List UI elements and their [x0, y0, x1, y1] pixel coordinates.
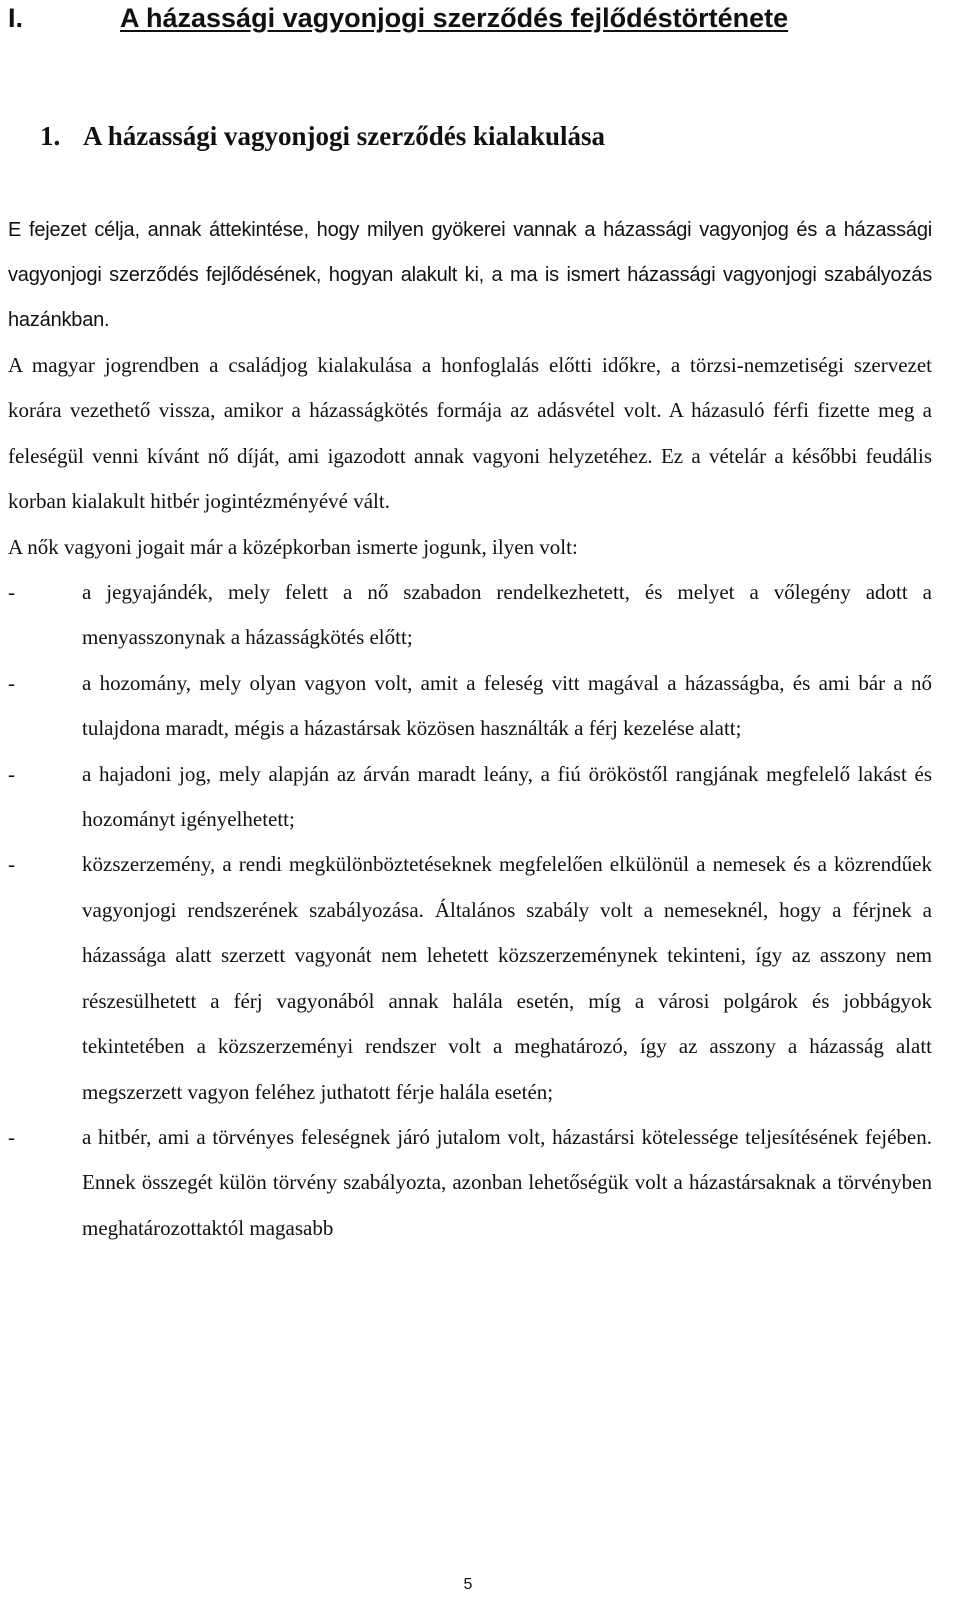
- list-dash: -: [8, 761, 15, 786]
- section-title: A házassági vagyonjogi szerződés kialakulása: [83, 121, 606, 151]
- list-item-text: a jegyajándék, mely felett a nő szabadon rendelkezhetett, és melyet a vőlegény adott a menyasszonynak a házasságkötés előtt;: [82, 580, 932, 650]
- list-intro: A nők vagyoni jogait már a középkorban ismerte jogunk, ilyen volt:: [8, 534, 578, 559]
- list-item-text: a hitbér, ami a törvényes feleségnek járó jutalom volt, házastársi kötelessége teljesítésének fejében. Ennek összegét külön törvény szabályozta, azonban lehetőségük volt a házastársaknak a törvényben meghatározottaktól magasabb: [82, 1124, 932, 1240]
- list-dash: -: [8, 852, 15, 877]
- rights-list: [8, 570, 932, 1251]
- list-item-jegyajandek: [8, 570, 932, 661]
- chapter-heading: [8, 0, 788, 36]
- section-heading: [40, 118, 605, 154]
- section-number: 1.: [40, 121, 61, 151]
- list-item-text: közszerzemény, a rendi megkülönböztetéseknek megfelelően elkülönül a nemesek és a közrendűek vagyonjogi rendszerének szabályozása. Általános szabály volt a nemeseknél, hogy a férjnek a házassága alatt szerzett vagyonát nem lehetett közszerzeménynek tekinteni, így az asszony nem részesülhetett a férj vagyonából annak halála esetén, míg a városi polgárok és jobbágyok tekintetében a közszerzeményi rendszer volt a meghatározó, így az asszony a házasság alatt megszerzett vagyon feléhez juthatott férje halála esetén;: [82, 852, 932, 1104]
- list-item-hozomany: [8, 661, 932, 752]
- list-dash: -: [8, 580, 15, 605]
- chapter-number: I.: [8, 3, 24, 33]
- list-item-kozszerzemeny: [8, 842, 932, 1114]
- list-item-text: a hozomány, mely olyan vagyon volt, amit a feleség vitt magával a házasságba, és ami bár a nő tulajdona maradt, mégis a házastársak közösen használták a férj kezelése alatt;: [82, 670, 932, 741]
- list-item-text: a hajadoni jog, mely alapján az árván maradt leány, a fiú örököstől rangjának megfelelő lakást és hozományt igényelhetett;: [82, 761, 932, 832]
- page-number: 5: [463, 1576, 473, 1593]
- list-item-hajadoni-jog: [8, 752, 932, 843]
- list-dash: -: [8, 1124, 15, 1149]
- body-text: [8, 208, 932, 1251]
- chapter-title: A házassági vagyonjogi szerződés fejlődéstörténete: [120, 3, 789, 33]
- list-dash: -: [8, 670, 15, 695]
- intro-paragraph: E fejezet célja, annak áttekintése, hogy milyen gyökerei vannak a házassági vagyonjog és a házassági vagyonjogi szerződés fejlődésének, hogyan alakult ki, a ma is ismert házassági vagyonjogi szabályozás hazánkban.: [8, 219, 932, 331]
- history-paragraph: A magyar jogrendben a családjog kialakulása a honfoglalás előtti időkre, a törzsi-nemzetiségi szervezet korára vezethető vissza, amikor a házasságkötés formája az adásvétel volt. A házasuló férfi fizette meg a feleségül venni kívánt nő díját, ami igazodott annak vagyoni helyzetéhez. Ez a vételár a későbbi feudális korban kialakult hitbér jogintézményévé vált.: [8, 353, 932, 514]
- list-item-hitber: [8, 1115, 932, 1251]
